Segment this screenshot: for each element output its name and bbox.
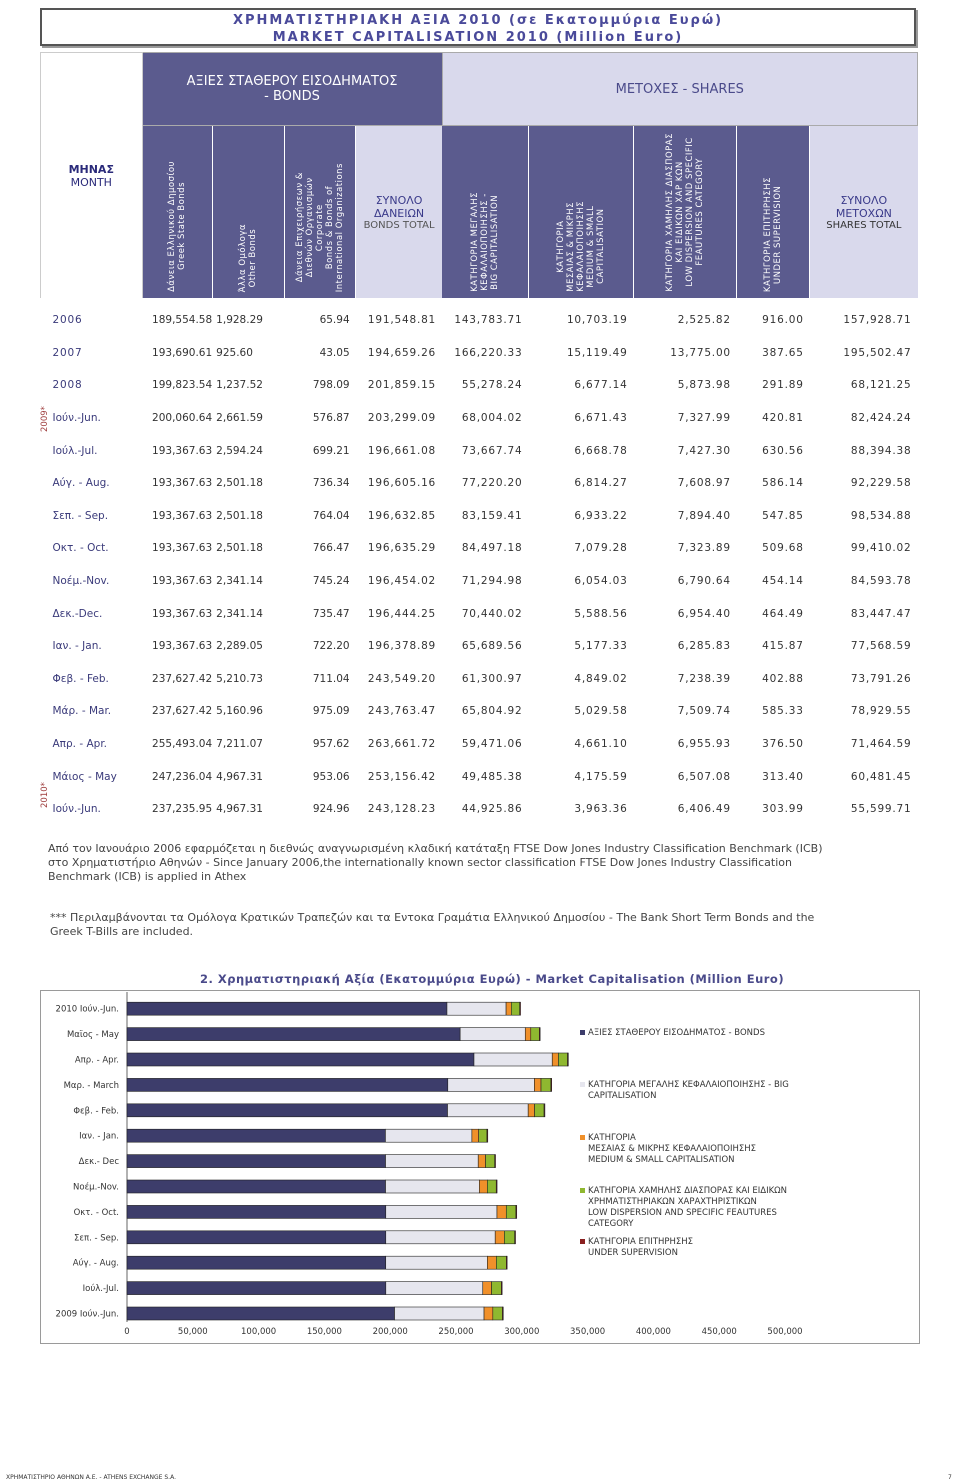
legend-label: ΧΡΗΜΑΤΙΣΤΗΡΙΑΚΩΝ ΧΑΡΑΧΤΗΡΙΣΤΙΚΩΝ [588, 1197, 757, 1207]
legend-label: UNDER SUPERVISION [588, 1248, 678, 1258]
row-value: 764.04 [312, 509, 350, 522]
row-value: 7,238.39 [677, 672, 731, 685]
title-english: MARKET CAPITALISATION 2010 (Million Euro) [272, 30, 684, 45]
legend-label: MEDIUM & SMALL CAPITALISATION [588, 1155, 735, 1165]
note-icb: Από τον Ιανουάριο 2006 εφαρμόζεται η διεθνώς αναγνωρισμένη κλαδική κατάταξη FTSE Dow Jones Industry Classification Benchmark (ICB) στο Χρηματιστήριο Αθηνών - Since January 2006,the internationally known sector classification FTSE Dow Jones Industry Classification Benchmark (ICB) is applied in Athex [48, 842, 823, 883]
bonds-total-gr: ΣΥΝΟΛΟ [375, 193, 423, 207]
row-value: 7,327.99 [677, 412, 731, 425]
row-value: 237,627.42 [152, 672, 213, 685]
row-value: 630.56 [762, 444, 804, 457]
row-value: 193,690.61 [152, 346, 213, 359]
row-value: 2,341.14 [216, 575, 263, 588]
x-tick-label: 500,000 [767, 1327, 803, 1337]
category-label: Νοέμ.-Nov. [73, 1182, 119, 1193]
row-value: 415.87 [762, 640, 804, 653]
table-row [41, 793, 918, 826]
row-value: 547.85 [762, 509, 804, 522]
x-tick-label: 0 [124, 1327, 130, 1337]
row-value: 78,929.55 [850, 705, 912, 718]
row-value: 798.09 [312, 379, 350, 392]
row-value: 195,502.47 [843, 346, 912, 359]
row-value: 2,341.14 [216, 607, 263, 620]
row-month: Απρ. - Apr. [52, 738, 108, 751]
row-value: 83,159.41 [461, 509, 523, 522]
legend-item [588, 1237, 818, 1259]
row-value: 43.05 [319, 346, 350, 359]
row-value: 2,501.18 [216, 542, 263, 555]
row-value: 576.87 [312, 412, 350, 425]
x-tick-label: 250,000 [438, 1327, 474, 1337]
row-value: 88,394.38 [850, 444, 912, 457]
row-value: 975.09 [312, 705, 350, 718]
row-value: 420.81 [762, 412, 804, 425]
legend-item [588, 1080, 818, 1102]
row-value: 199,823.54 [152, 379, 213, 392]
table-row [41, 434, 918, 467]
shares-total-en: SHARES TOTAL [826, 219, 902, 231]
bonds-total-gr2: ΔΑΝΕΙΩΝ [374, 206, 425, 220]
row-value: 6,668.78 [574, 444, 628, 457]
table-row [41, 728, 918, 761]
row-value: 5,160.96 [216, 705, 263, 718]
row-value: 200,060.64 [152, 412, 213, 425]
category-label: Φεβ. - Feb. [73, 1106, 119, 1117]
col-greek-state-bonds [142, 126, 212, 299]
row-value: 2,594.24 [216, 444, 263, 457]
row-month: Δεκ.-Dec. [52, 607, 103, 620]
table-body [41, 298, 918, 826]
legend-label: ΜΕΣΑΙΑΣ & ΜΙΚΡΗΣ ΚΕΦΑΛΑΙΟΠΟΙΗΣΗΣ [588, 1144, 757, 1154]
row-value: 237,627.42 [152, 705, 213, 718]
row-month: Ιούν.-Jun. [52, 412, 101, 425]
row-value: 6,954.40 [677, 607, 731, 620]
chart-title: 2. Χρηματιστηριακή Αξία (Εκατομμύρια Ευρώ) - Market Capitalisation (Million Euro) [200, 972, 785, 986]
row-value: 313.40 [762, 770, 804, 783]
col-other-bonds-label: Άλλα Ομόλογα Other Bonds [238, 223, 259, 292]
row-value: 1,237.52 [216, 379, 263, 392]
row-value: 143,783.71 [454, 314, 523, 327]
row-value: 59,471.06 [461, 738, 523, 751]
x-tick-label: 150,000 [306, 1327, 342, 1337]
row-value: 68,004.02 [461, 412, 523, 425]
row-value: 745.24 [312, 575, 350, 588]
legend-item [588, 1028, 818, 1039]
row-value: 4,175.59 [574, 770, 628, 783]
category-label: Αύγ. - Aug. [72, 1258, 119, 1269]
row-value: 953.06 [312, 770, 350, 783]
row-value: 402.88 [762, 672, 804, 685]
shares-total-gr2: ΜΕΤΟΧΩΝ [835, 206, 892, 220]
row-value: 49,485.38 [461, 770, 523, 783]
row-value: 2,289.05 [216, 640, 263, 653]
row-value: 203,299.09 [367, 412, 437, 425]
row-value: 5,873.98 [677, 379, 731, 392]
row-month: Φεβ. - Feb. [52, 672, 109, 685]
row-value: 586.14 [762, 477, 804, 490]
row-value: 10,703.19 [566, 314, 628, 327]
row-value: 193,367.63 [152, 640, 213, 653]
row-value: 98,534.88 [850, 509, 912, 522]
row-value: 916.00 [762, 314, 804, 327]
row-month: Νοέμ.-Nov. [52, 575, 110, 588]
col-big-cap [442, 126, 528, 299]
row-value: 5,029.58 [574, 705, 628, 718]
row-value: 6,933.22 [574, 509, 628, 522]
row-value: 243,549.20 [367, 672, 437, 685]
page-title [40, 8, 916, 46]
col-shares-total [810, 126, 918, 299]
row-value: 387.65 [762, 346, 804, 359]
row-value: 193,367.63 [152, 509, 213, 522]
row-value: 196,632.85 [367, 509, 437, 522]
legend-label: ΚΑΤΗΓΟΡΙΑ ΕΠΙΤΗΡΗΣΗΣ [588, 1237, 694, 1247]
row-value: 237,235.95 [152, 803, 213, 816]
table-row [41, 532, 918, 565]
row-value: 4,661.10 [574, 738, 628, 751]
footer-text: ΧΡΗΜΑΤΙΣΤΗΡΙΟ ΑΘΗΝΩΝ Α.Ε. - ATHENS EXCHANGE S.A. [6, 1474, 176, 1481]
title-greek: ΧΡΗΜΑΤΙΣΤΗΡΙΑΚΗ ΑΞΙΑ 2010 (σε Εκατομμύρια Ευρώ) [232, 13, 724, 28]
legend-swatch [580, 1030, 585, 1035]
row-value: 193,367.63 [152, 542, 213, 555]
row-value: 6,285.83 [677, 640, 731, 653]
category-label: Σεπ. - Sep. [74, 1233, 119, 1244]
row-value: 196,605.16 [367, 477, 437, 490]
x-tick-label: 300,000 [504, 1327, 540, 1337]
row-value: 5,177.33 [574, 640, 628, 653]
row-month: Μάιος - May [52, 770, 117, 783]
row-value: 243,763.47 [367, 705, 437, 718]
x-tick-label: 100,000 [241, 1327, 277, 1337]
row-value: 6,677.14 [574, 379, 628, 392]
row-value: 73,667.74 [461, 444, 523, 457]
row-value: 699.21 [312, 444, 350, 457]
table-row [41, 630, 918, 663]
col-corporate-bonds [284, 126, 355, 299]
row-value: 7,323.89 [677, 542, 731, 555]
category-label: Ιαν. - Jan. [79, 1131, 119, 1142]
x-tick-label: 350,000 [570, 1327, 606, 1337]
table-row [41, 369, 918, 402]
row-month: Αύγ. - Aug. [52, 477, 110, 490]
category-label: Μαρ. - March [63, 1080, 119, 1091]
row-value: 65.94 [319, 314, 350, 327]
month-header-en: MONTH [70, 175, 112, 189]
col-corporate-bonds-label: Δάνεια Επιχειρήσεων & Διεθνών Οργανισμών Corporate Bonds & Bonds of International Organizations [294, 162, 345, 292]
category-label: Μαϊος - May [66, 1030, 119, 1041]
col-other-bonds [212, 126, 284, 299]
row-value: 7,894.40 [677, 509, 731, 522]
legend-swatch [580, 1082, 585, 1087]
row-value: 44,925.86 [461, 803, 523, 816]
row-month: 2008 [52, 379, 83, 392]
row-value: 71,464.59 [850, 738, 912, 751]
row-value: 6,955.93 [677, 738, 731, 751]
table-row [41, 402, 918, 435]
category-label: Οκτ. - Oct. [73, 1207, 119, 1218]
row-value: 711.04 [312, 672, 350, 685]
row-month: Σεπ. - Sep. [52, 509, 109, 522]
row-value: 196,661.08 [367, 444, 437, 457]
row-month: Ιούλ.-Jul. [52, 444, 98, 457]
row-value: 291.89 [762, 379, 804, 392]
row-value: 196,444.25 [367, 607, 437, 620]
legend-label: ΑΞΙΕΣ ΣΤΑΘΕΡΟΥ ΕΙΣΟΔΗΜΑΤΟΣ - BONDS [588, 1028, 765, 1038]
table-row [41, 760, 918, 793]
row-value: 82,424.24 [850, 412, 912, 425]
row-value: 4,967.31 [216, 770, 263, 783]
col-under-supervision [737, 126, 810, 299]
legend-label: CATEGORY [588, 1219, 634, 1229]
row-value: 736.34 [312, 477, 350, 490]
row-value: 196,454.02 [367, 575, 437, 588]
row-value: 7,427.30 [677, 444, 731, 457]
category-label: Ιούλ.-Jul. [82, 1284, 119, 1295]
row-value: 376.50 [762, 738, 804, 751]
shares-total-gr: ΣΥΝΟΛΟ [840, 193, 888, 207]
table-row [41, 500, 918, 533]
row-value: 6,054.03 [574, 575, 628, 588]
row-value: 73,791.26 [850, 672, 912, 685]
category-label: Δεκ.- Dec [78, 1157, 119, 1168]
note-tbills: *** Περιλαμβάνονται τα Ομόλογα Κρατικών Τραπεζών και τα Εντοκα Γραμάτια Ελληνικού Δημοσίου - The Bank Short Term Bonds and the Greek T-Bills are included. [50, 911, 815, 938]
row-value: 193,367.63 [152, 477, 213, 490]
table-row [41, 565, 918, 598]
row-value: 5,210.73 [216, 672, 263, 685]
row-month: Ιαν. - Jan. [52, 640, 102, 653]
legend-item [588, 1133, 818, 1166]
x-tick-label: 200,000 [372, 1327, 408, 1337]
row-value: 166,220.33 [454, 346, 523, 359]
row-month: Μάρ. - Mar. [52, 705, 112, 718]
legend-swatch [580, 1188, 585, 1193]
legend-label: ΚΑΤΗΓΟΡΙΑ ΧΑΜΗΛΗΣ ΔΙΑΣΠΟΡΑΣ ΚΑΙ ΕΙΔΙΚΩΝ [588, 1186, 788, 1196]
legend-label: ΚΑΤΗΓΟΡΙΑ [588, 1133, 636, 1143]
col-medium-small-cap [528, 126, 633, 299]
row-value: 6,671.43 [574, 412, 628, 425]
shares-group-header: ΜΕΤΟΧΕΣ - SHARES [442, 53, 917, 126]
row-month: Οκτ. - Oct. [52, 542, 109, 555]
row-value: 585.33 [762, 705, 804, 718]
x-tick-label: 400,000 [635, 1327, 671, 1337]
row-value: 77,220.20 [461, 477, 523, 490]
col-big-cap-label: ΚΑΤΗΓΟΡΙΑ ΜΕΓΑΛΗΣ ΚΕΦΑΛΑΙΟΠΟΙΗΣΗΣ - BIG CAPITALISATION [470, 192, 500, 292]
row-month: Ιούν.-Jun. [52, 803, 101, 816]
row-value: 15,119.49 [566, 346, 628, 359]
chart-frame [40, 990, 920, 1344]
legend-label: LOW DISPERSION AND SPECIFIC FEAUTURES [588, 1208, 777, 1218]
row-value: 735.47 [312, 607, 350, 620]
category-label: 2009 Ιούν.-Jun. [55, 1309, 119, 1320]
row-value: 13,775.00 [670, 346, 731, 359]
col-bonds-total [356, 126, 442, 299]
row-value: 7,509.74 [677, 705, 731, 718]
row-value: 194,659.26 [367, 346, 437, 359]
row-value: 3,963.36 [574, 803, 628, 816]
category-label: 2010 Ιούν.-Jun. [55, 1004, 119, 1015]
row-month: 2007 [52, 346, 83, 359]
row-value: 303.99 [762, 803, 804, 816]
row-value: 7,079.28 [574, 542, 628, 555]
month-header-gr: ΜΗΝΑΣ [68, 162, 114, 176]
row-value: 70,440.02 [461, 607, 523, 620]
col-low-dispersion [634, 126, 737, 299]
legend-label: ΚΑΤΗΓΟΡΙΑ ΜΕΓΑΛΗΣ ΚΕΦΑΛΑΙΟΠΟΙΗΣΗΣ - BIG [588, 1080, 789, 1090]
row-value: 92,229.58 [850, 477, 912, 490]
table-row [41, 695, 918, 728]
row-value: 196,635.29 [367, 542, 437, 555]
row-value: 263,661.72 [367, 738, 437, 751]
row-value: 7,608.97 [677, 477, 731, 490]
row-value: 55,278.24 [461, 379, 523, 392]
row-value: 924.96 [312, 803, 350, 816]
legend-swatch [580, 1239, 585, 1244]
page-number: 7 [948, 1474, 952, 1481]
bonds-group-header: ΑΞΙΕΣ ΣΤΑΘΕΡΟΥ ΕΙΣΟΔΗΜΑΤΟΣ - BONDS [142, 53, 442, 126]
month-header [41, 53, 143, 299]
x-tick-label: 450,000 [701, 1327, 737, 1337]
row-value: 255,493.04 [152, 738, 213, 751]
row-value: 84,497.18 [461, 542, 523, 555]
row-value: 2,501.18 [216, 477, 263, 490]
row-value: 6,790.64 [677, 575, 731, 588]
table-row [41, 467, 918, 500]
row-value: 247,236.04 [152, 770, 213, 783]
row-value: 4,967.31 [216, 803, 263, 816]
year-label-2010: 2010* [40, 782, 50, 808]
row-value: 464.49 [762, 607, 804, 620]
legend-swatch [580, 1135, 585, 1140]
row-value: 157,928.71 [843, 314, 912, 327]
row-value: 68,121.25 [850, 379, 912, 392]
row-month: 2006 [52, 314, 83, 327]
row-value: 722.20 [312, 640, 350, 653]
row-value: 253,156.42 [367, 770, 437, 783]
row-value: 7,211.07 [216, 738, 263, 751]
row-value: 71,294.98 [461, 575, 523, 588]
row-value: 65,689.56 [461, 640, 523, 653]
row-value: 766.47 [312, 542, 350, 555]
row-value: 201,859.15 [367, 379, 437, 392]
legend-item [588, 1186, 818, 1230]
row-value: 65,804.92 [461, 705, 523, 718]
market-cap-table [40, 52, 918, 826]
row-value: 189,554.58 [152, 314, 213, 327]
table-row [41, 304, 918, 337]
row-value: 6,507.08 [677, 770, 731, 783]
category-label: Απρ. - Apr. [74, 1055, 119, 1066]
row-value: 5,588.56 [574, 607, 628, 620]
year-label-2009: 2009* [40, 406, 50, 432]
row-value: 509.68 [762, 542, 804, 555]
row-value: 6,814.27 [574, 477, 628, 490]
col-under-supervision-label: ΚΑΤΗΓΟΡΙΑ ΕΠΙΤΗΡΗΣΗΣ UNDER SUPERVISION [763, 176, 784, 292]
row-value: 2,525.82 [677, 314, 731, 327]
table-row [41, 337, 918, 370]
row-value: 2,661.59 [216, 412, 263, 425]
col-greek-state-bonds-label: Δάνεια Ελληνικού Δημοσίου Greek State Bonds [167, 161, 188, 292]
row-value: 454.14 [762, 575, 804, 588]
row-value: 83,447.47 [850, 607, 912, 620]
row-value: 957.62 [312, 738, 350, 751]
bonds-total-en: BONDS TOTAL [363, 219, 435, 231]
row-value: 193,367.63 [152, 607, 213, 620]
row-value: 99,410.02 [850, 542, 912, 555]
col-medium-small-cap-label: ΚΑΤΗΓΟΡΙΑ ΜΕΣΑΙΑΣ & ΜΙΚΡΗΣ ΚΕΦΑΛΑΙΟΠΟΙΗΣΗΣ MEDIUM & SMALL CAPITALISATION [556, 201, 607, 292]
row-value: 61,300.97 [461, 672, 523, 685]
row-value: 77,568.59 [850, 640, 912, 653]
row-value: 196,378.89 [367, 640, 437, 653]
row-value: 243,128.23 [367, 803, 437, 816]
row-value: 191,548.81 [367, 314, 437, 327]
legend-label: CAPITALISATION [588, 1091, 657, 1101]
table-row [41, 597, 918, 630]
row-value: 1,928.29 [216, 314, 263, 327]
col-low-dispersion-label: ΚΑΤΗΓΟΡΙΑ ΧΑΜΗΛΗΣ ΔΙΑΣΠΟΡΑΣ ΚΑΙ ΕΙΔΙΚΩΝ ΧΑΡ ΚΩΝ LOW DISPERSION AND SPECIFIC FEAUTURES CATEGORY [665, 133, 706, 292]
row-value: 193,367.63 [152, 444, 213, 457]
table-row [41, 663, 918, 696]
x-tick-label: 50,000 [177, 1327, 208, 1337]
row-value: 6,406.49 [677, 803, 731, 816]
row-value: 925.60 [216, 346, 253, 359]
row-value: 4,849.02 [574, 672, 628, 685]
row-value: 84,593.78 [850, 575, 912, 588]
row-value: 2,501.18 [216, 509, 263, 522]
row-value: 60,481.45 [850, 770, 912, 783]
row-value: 55,599.71 [850, 803, 912, 816]
row-value: 193,367.63 [152, 575, 213, 588]
